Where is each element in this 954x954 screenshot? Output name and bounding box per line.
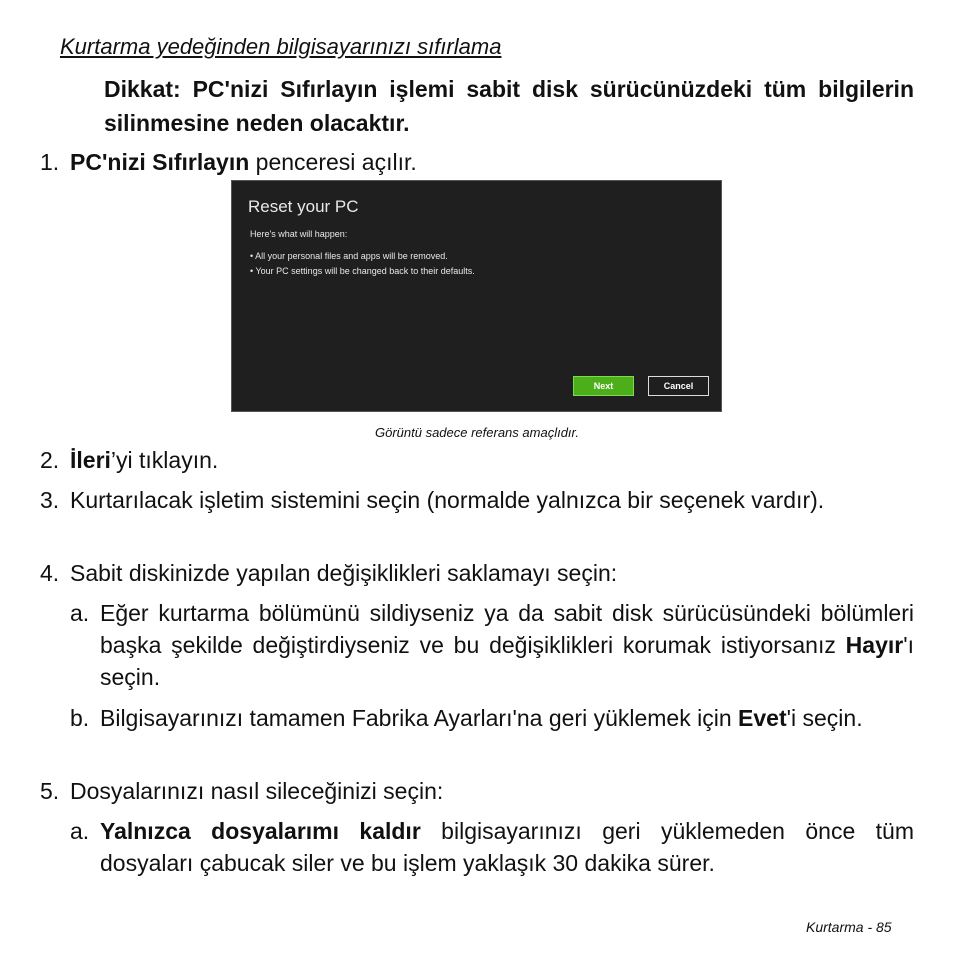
step-3 (40, 484, 914, 516)
page-footer: Kurtarma - 85 (806, 919, 892, 935)
step-bold: İleri (70, 447, 111, 473)
step-text-end: 'ı seçin. (100, 632, 914, 690)
step-text: penceresi açılır. (249, 149, 417, 175)
warning-note: Dikkat: PC'nizi Sıfırlayın işlemi sabit disk sürücünüzdeki tüm bilgilerin silinmesine neden olacaktır. (104, 76, 914, 136)
screen-subtitle: Here's what will happen: (250, 229, 348, 239)
step-number: 4. (40, 560, 60, 586)
step-4a (70, 597, 914, 693)
step-bold: Evet (738, 705, 787, 731)
step-1 (40, 146, 914, 178)
step-number: 1. (40, 149, 60, 175)
step-4b (70, 702, 914, 734)
step-text: Dosyalarınızı nasıl sileceğinizi seçin: (70, 778, 444, 804)
step-letter: a. (70, 600, 90, 626)
step-text-end: 'i seçin. (786, 705, 863, 731)
step-5 (40, 775, 914, 807)
section-heading: Kurtarma yedeğinden bilgisayarınızı sıfırlama (60, 34, 502, 59)
step-text: Sabit diskinizde yapılan değişiklikleri saklamayı seçin: (70, 560, 618, 586)
step-text: ’yi tıklayın. (110, 447, 219, 473)
step-text: Bilgisayarınızı tamamen Fabrika Ayarları'na geri yüklemek için (100, 705, 739, 731)
reset-pc-screenshot (231, 180, 722, 412)
step-2 (40, 444, 914, 476)
image-caption: Görüntü sadece referans amaçlıdır. (374, 425, 579, 440)
step-bold: Yalnızca dosyalarımı kaldır (100, 818, 421, 844)
cancel-button[interactable]: Cancel (648, 376, 709, 396)
step-number: 3. (40, 487, 60, 513)
step-number: 5. (40, 778, 60, 804)
screen-line-2: • Your PC settings will be changed back to their defaults. (250, 266, 475, 276)
step-number: 2. (40, 447, 60, 473)
step-text: Kurtarılacak işletim sistemini seçin (normalde yalnızca bir seçenek vardır). (70, 487, 825, 513)
step-text: Eğer kurtarma bölümünü sildiyseniz ya da sabit disk sürücüsündeki bölümleri başka şekilde değiştirdiyseniz ve bu değişiklikleri korumak istiyorsanız (100, 600, 914, 658)
step-text-end: bilgisayarınızı geri yüklemeden önce tüm dosyaları çabucak siler ve bu işlem yaklaşık 30 dakika sürer. (100, 818, 914, 876)
screen-title: Reset your PC (248, 197, 359, 216)
step-letter: b. (70, 705, 90, 731)
step-5a (70, 815, 914, 879)
step-4 (40, 557, 914, 589)
step-bold: PC'nizi Sıfırlayın (70, 149, 250, 175)
screen-line-1: • All your personal files and apps will be removed. (250, 251, 448, 261)
next-button[interactable]: Next (573, 376, 634, 396)
step-letter: a. (70, 818, 90, 844)
step-bold: Hayır (845, 632, 904, 658)
